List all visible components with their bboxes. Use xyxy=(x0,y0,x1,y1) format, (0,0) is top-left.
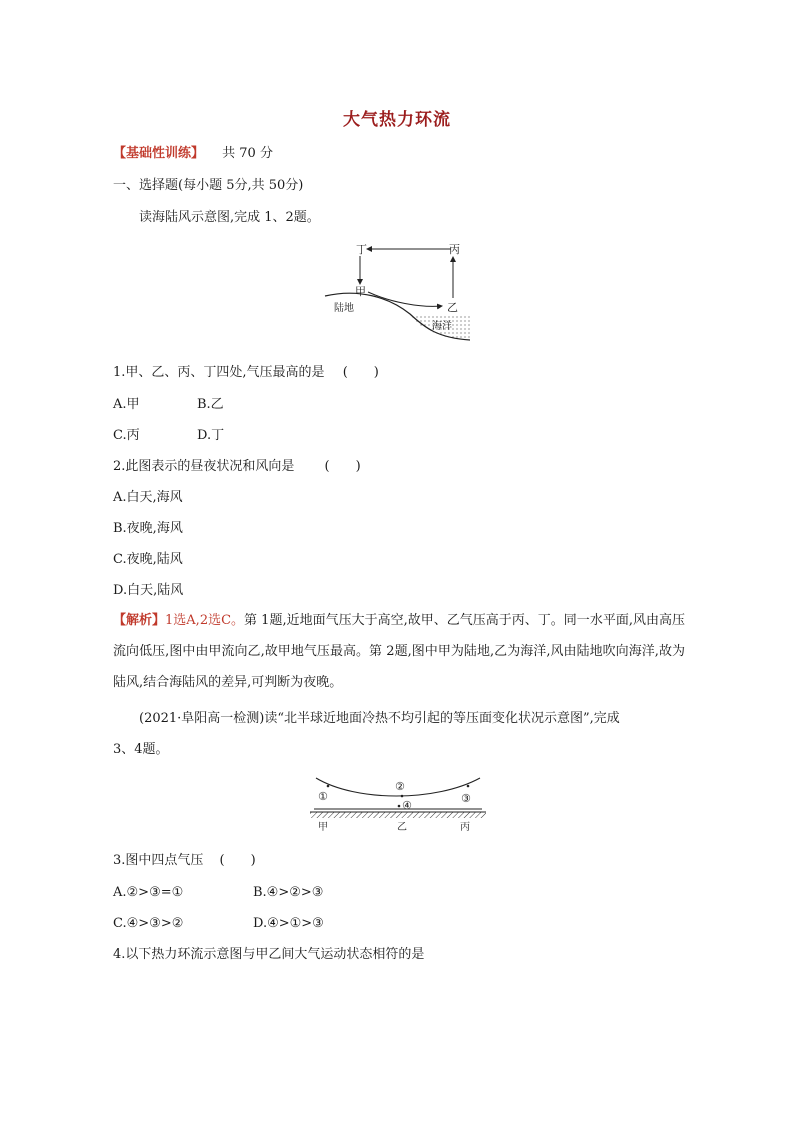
section-header xyxy=(113,145,273,163)
q3-option-b: B.④>②>③ xyxy=(253,885,324,900)
q2-option-d: D.白天,陆风 xyxy=(113,583,184,598)
q1-option-c: C.丙 xyxy=(113,428,140,443)
q3-stem-text: 3.图中四点气压 xyxy=(113,853,204,868)
label-jia: 甲 xyxy=(355,285,366,298)
point-1-label: ① xyxy=(318,790,328,803)
page-title: 大气热力环流 xyxy=(343,110,451,130)
analysis-body: 第 1题,近地面气压大于高空,故甲、乙气压高于丙、丁。同一水平面,风由高压流向低压,图中由甲流向乙,故甲地气压最高。第 2题,图中甲为陆地,乙为海洋,风由陆地吹向海洋,故为陆风,结合海陆风的差异,可判断为夜晚。 xyxy=(113,613,685,690)
point-4-dot xyxy=(398,805,401,808)
q1-stem xyxy=(113,364,379,382)
analysis-answer: 1选A,2选C。 xyxy=(165,613,245,628)
label-land: 陆地 xyxy=(334,303,354,314)
q2-answer-blank: ( ) xyxy=(324,459,361,474)
intro-q1-2: 读海陆风示意图,完成 1、2题。 xyxy=(139,210,320,225)
point-2-dot xyxy=(401,795,404,798)
point-3-dot xyxy=(467,785,470,788)
q2-option-b: B.夜晚,海风 xyxy=(113,521,183,536)
analysis-tag: 【解析】 xyxy=(113,613,166,628)
sea-land-breeze-diagram xyxy=(320,236,490,348)
isobaric-surface-diagram xyxy=(306,772,490,836)
ground-jia-label: 甲 xyxy=(318,822,328,833)
surface-wind-arrow xyxy=(368,292,442,306)
q2-option-a: A.白天,海风 xyxy=(113,490,183,505)
q1-option-a: A.甲 xyxy=(113,397,140,412)
label-bing: 丙 xyxy=(449,243,460,256)
ground-bing-label: 丙 xyxy=(460,822,470,833)
q3-option-d: D.④>①>③ xyxy=(253,916,324,931)
q2-option-c: C.夜晚,陆风 xyxy=(113,552,183,567)
label-yi: 乙 xyxy=(447,301,458,314)
q3-option-c: C.④>③>② xyxy=(113,916,184,931)
label-sea: 海洋 xyxy=(432,321,452,332)
ground-yi-label: 乙 xyxy=(397,822,407,833)
intro-q3-4-line1: (2021·阜阳高一检测)读“北半球近地面冷热不均引起的等压面变化状况示意图”,完成 xyxy=(139,711,620,726)
section-score: 共 70 分 xyxy=(222,146,273,161)
q3-answer-blank: ( ) xyxy=(219,853,256,868)
q1-answer-blank: ( ) xyxy=(342,365,379,380)
q4-stem: 4.以下热力环流示意图与甲乙间大气运动状态相符的是 xyxy=(113,947,425,962)
intro-q3-4-line2: 3、4题。 xyxy=(113,742,169,757)
q1-option-b: B.乙 xyxy=(197,397,224,412)
q3-option-a: A.②>③=① xyxy=(113,885,184,900)
ground-hatch xyxy=(310,812,486,818)
part1-heading: 一、选择题(每小题 5分,共 50分) xyxy=(113,178,304,193)
point-4-label: ④ xyxy=(402,799,412,812)
q1-stem-text: 1.甲、乙、丙、丁四处,气压最高的是 xyxy=(113,365,325,380)
q2-stem-text: 2.此图表示的昼夜状况和风向是 xyxy=(113,459,295,474)
label-ding: 丁 xyxy=(356,243,367,256)
point-1-dot xyxy=(327,785,330,788)
section-tag: 【基础性训练】 xyxy=(113,146,205,161)
point-2-label: ② xyxy=(395,780,405,793)
q1-option-d: D.丁 xyxy=(197,428,225,443)
analysis-paragraph xyxy=(113,605,685,698)
q3-stem xyxy=(113,852,256,870)
point-3-label: ③ xyxy=(461,792,471,805)
q2-stem xyxy=(113,458,361,476)
